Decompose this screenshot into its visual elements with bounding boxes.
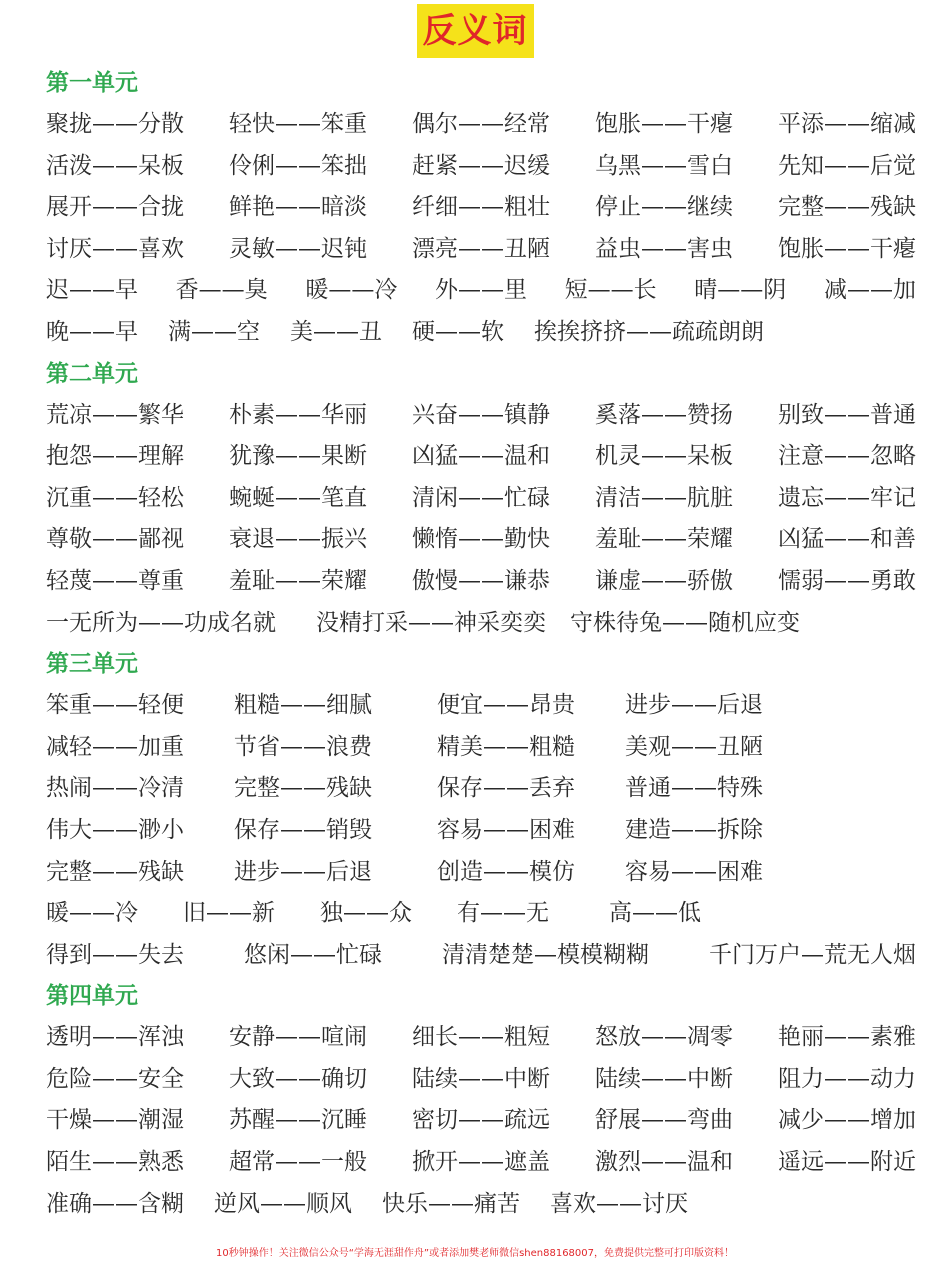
- antonym-pair: 香——臭: [175, 277, 268, 304]
- antonym-pair: 悠闲——忙碌: [244, 941, 382, 968]
- antonym-pair: 超常——一般: [229, 1149, 367, 1176]
- antonym-pair: 停止——继续: [595, 194, 733, 221]
- antonym-pair: 荒凉——繁华: [46, 401, 184, 428]
- word-row: [46, 478, 916, 520]
- antonym-pair: 朴素——华丽: [229, 401, 367, 428]
- antonym-pair: 聚拢——分散: [46, 111, 184, 137]
- unit-heading: 第四单元: [46, 983, 138, 1010]
- antonym-pair: 进步——后退: [625, 692, 763, 719]
- antonym-pair: 谦虚——骄傲: [595, 567, 733, 594]
- antonym-pair: 遗忘——牢记: [778, 484, 916, 511]
- word-row: [46, 561, 916, 603]
- antonym-pair: 节省——浪费: [234, 733, 372, 760]
- word-row: [46, 187, 916, 229]
- unit-heading: 第一单元: [46, 70, 138, 96]
- antonym-pair: 旧——新: [183, 900, 275, 927]
- antonym-pair: 轻蔑——尊重: [46, 567, 184, 594]
- antonym-pair: 清清楚楚—模模糊糊: [442, 941, 649, 968]
- antonym-pair: 完整——残缺: [778, 194, 916, 221]
- footer-note: 10秒钟操作！关注微信公众号“学海无涯甜作舟”或者添加樊老师微信shen88168007，免费提供完整可打印版资料！: [215, 1248, 735, 1259]
- antonym-pair: 益虫——害虫: [595, 235, 733, 262]
- antonym-pair: 抱怨——理解: [46, 443, 184, 470]
- antonym-pair: 笨重——轻便: [46, 692, 184, 719]
- antonym-pair: 一无所为——功成名就: [46, 609, 276, 636]
- antonym-pair: 清洁——肮脏: [595, 484, 733, 511]
- word-row: [46, 685, 916, 727]
- antonym-pair: 苏醒——沉睡: [229, 1107, 367, 1134]
- antonym-pair: 陆续——中断: [412, 1065, 550, 1092]
- antonym-pair: 阻力——动力: [778, 1065, 916, 1092]
- antonym-pair: 独——众: [320, 900, 412, 927]
- antonym-pair: 注意——忽略: [778, 443, 916, 470]
- antonym-pair: 遥远——附近: [778, 1149, 916, 1176]
- antonym-pair: 减轻——加重: [46, 733, 184, 760]
- antonym-pair: 千门万户—荒无人烟: [709, 941, 916, 968]
- word-row: [46, 852, 916, 894]
- antonym-pair: 建造——拆除: [625, 816, 763, 843]
- antonym-pair: 奚落——赞扬: [595, 401, 733, 428]
- antonym-pair: 乌黑——雪白: [595, 152, 733, 179]
- word-row: [46, 935, 916, 977]
- antonym-pair: 精美——粗糙: [437, 733, 575, 760]
- antonym-pair: 机灵——呆板: [595, 443, 733, 470]
- antonym-pair: 大致——确切: [229, 1065, 367, 1092]
- antonym-pair: 得到——失去: [46, 941, 184, 968]
- word-row: [46, 1142, 916, 1184]
- antonym-pair: 密切——疏远: [412, 1107, 550, 1134]
- word-row: [46, 893, 916, 935]
- unit-heading: 第二单元: [46, 360, 138, 387]
- antonym-pair: 纤细——粗壮: [412, 194, 550, 221]
- word-row: [46, 810, 916, 852]
- antonym-pair: 沉重——轻松: [46, 484, 184, 511]
- word-row: [46, 395, 916, 437]
- antonym-pair: 普通——特殊: [625, 775, 763, 802]
- antonym-pair: 美观——丑陋: [625, 733, 763, 760]
- word-row: [46, 1100, 916, 1142]
- antonym-pair: 尊敬——鄙视: [46, 526, 184, 553]
- antonym-pair: 羞耻——荣耀: [229, 567, 367, 594]
- antonym-pair: 先知——后觉: [778, 152, 916, 179]
- antonym-pair: 外——里: [434, 277, 527, 304]
- antonym-pair: 漂亮——丑陋: [412, 235, 550, 262]
- antonym-pair: 活泼——呆板: [46, 152, 184, 179]
- antonym-pair: 快乐——痛苦: [382, 1190, 520, 1217]
- antonym-pair: 陌生——熟悉: [46, 1149, 184, 1176]
- antonym-pair: 舒展——弯曲: [595, 1107, 733, 1134]
- antonym-pair: 伶俐——笨拙: [229, 152, 367, 179]
- word-row: [46, 436, 916, 478]
- antonym-pair: 满——空: [168, 318, 260, 345]
- antonym-pair: 细长——粗短: [412, 1024, 550, 1051]
- antonym-pair: 保存——丢弃: [437, 775, 575, 802]
- word-row: [46, 104, 916, 146]
- antonym-pair: 饱胀——干瘪: [778, 235, 916, 262]
- word-row: [46, 312, 916, 354]
- antonym-pair: 便宜——昂贵: [437, 692, 575, 719]
- antonym-pair: 怒放——凋零: [595, 1024, 733, 1051]
- antonym-pair: 透明——浑浊: [46, 1024, 184, 1051]
- antonym-pair: 短——长: [564, 277, 657, 304]
- antonym-pair: 没精打采——神采奕奕: [316, 609, 546, 636]
- page-title: 反义词: [417, 4, 534, 58]
- antonym-pair: 逆风——顺风: [214, 1190, 352, 1217]
- antonym-pair: 高——低: [609, 900, 701, 927]
- antonym-pair: 凶猛——温和: [412, 443, 550, 470]
- antonym-pair: 掀开——遮盖: [412, 1149, 550, 1176]
- word-row: [46, 229, 916, 271]
- word-row: [46, 1184, 916, 1226]
- antonym-pair: 减少——增加: [778, 1107, 916, 1134]
- antonym-pair: 晴——阴: [694, 277, 787, 304]
- antonym-pair: 陆续——中断: [595, 1065, 733, 1092]
- antonym-pair: 伟大——渺小: [46, 816, 184, 843]
- antonym-pair: 羞耻——荣耀: [595, 526, 733, 553]
- antonym-pair: 清闲——忙碌: [412, 484, 550, 511]
- antonym-pair: 偶尔——经常: [412, 111, 550, 137]
- word-row: [46, 519, 916, 561]
- word-row: [46, 270, 916, 312]
- antonym-pair: 别致——普通: [778, 401, 916, 428]
- antonym-pair: 饱胀——干瘪: [595, 111, 733, 137]
- antonym-pair: 干燥——潮湿: [46, 1107, 184, 1134]
- antonym-pair: 犹豫——果断: [229, 443, 367, 470]
- antonym-pair: 完整——残缺: [234, 775, 372, 802]
- antonym-pair: 进步——后退: [234, 858, 372, 885]
- word-row: [46, 768, 916, 810]
- antonym-pair: 有——无: [457, 900, 549, 927]
- antonym-pair: 灵敏——迟钝: [229, 235, 367, 262]
- antonym-pair: 展开——合拢: [46, 194, 184, 221]
- antonym-pair: 暖——冷: [305, 277, 398, 304]
- antonym-pair: 容易——困难: [625, 858, 763, 885]
- antonym-pair: 暖——冷: [46, 900, 138, 927]
- antonym-pair: 艳丽——素雅: [778, 1024, 916, 1051]
- antonym-pair: 完整——残缺: [46, 858, 184, 885]
- antonym-pair: 美——丑: [290, 318, 382, 345]
- antonym-pair: 挨挨挤挤——疏疏朗朗: [534, 318, 764, 345]
- antonym-pair: 傲慢——谦恭: [412, 567, 550, 594]
- antonym-pair: 容易——困难: [437, 816, 575, 843]
- antonym-pair: 赶紧——迟缓: [412, 152, 550, 179]
- antonym-pair: 保存——销毁: [234, 816, 372, 843]
- content: [46, 63, 916, 1225]
- antonym-pair: 轻快——笨重: [229, 111, 367, 137]
- antonym-pair: 晚——早: [46, 318, 138, 345]
- word-row: [46, 603, 916, 645]
- antonym-pair: 平添——缩减: [778, 111, 916, 137]
- antonym-pair: 粗糙——细腻: [234, 692, 372, 719]
- unit-heading: 第三单元: [46, 651, 138, 678]
- antonym-pair: 热闹——冷清: [46, 775, 184, 802]
- antonym-pair: 减——加: [823, 277, 916, 304]
- title-wrap: [0, 4, 950, 58]
- antonym-pair: 凶猛——和善: [778, 526, 916, 553]
- antonym-pair: 蜿蜒——笔直: [229, 484, 367, 511]
- antonym-pair: 安静——喧闹: [229, 1024, 367, 1051]
- antonym-pair: 懒惰——勤快: [412, 526, 550, 553]
- antonym-pair: 守株待兔——随机应变: [570, 609, 800, 636]
- antonym-pair: 准确——含糊: [46, 1190, 184, 1217]
- antonym-pair: 激烈——温和: [595, 1149, 733, 1176]
- word-row: [46, 1017, 916, 1059]
- word-row: [46, 727, 916, 769]
- antonym-pair: 危险——安全: [46, 1065, 184, 1092]
- antonym-pair: 迟——早: [46, 277, 138, 304]
- antonym-pair: 创造——模仿: [437, 858, 575, 885]
- antonym-pair: 硬——软: [412, 318, 504, 345]
- antonym-pair: 鲜艳——暗淡: [229, 194, 367, 221]
- word-row: [46, 1059, 916, 1101]
- word-row: [46, 146, 916, 188]
- antonym-pair: 衰退——振兴: [229, 526, 367, 553]
- antonym-pair: 懦弱——勇敢: [778, 567, 916, 594]
- antonym-pair: 讨厌——喜欢: [46, 235, 184, 262]
- antonym-pair: 兴奋——镇静: [412, 401, 550, 428]
- antonym-pair: 喜欢——讨厌: [550, 1190, 688, 1217]
